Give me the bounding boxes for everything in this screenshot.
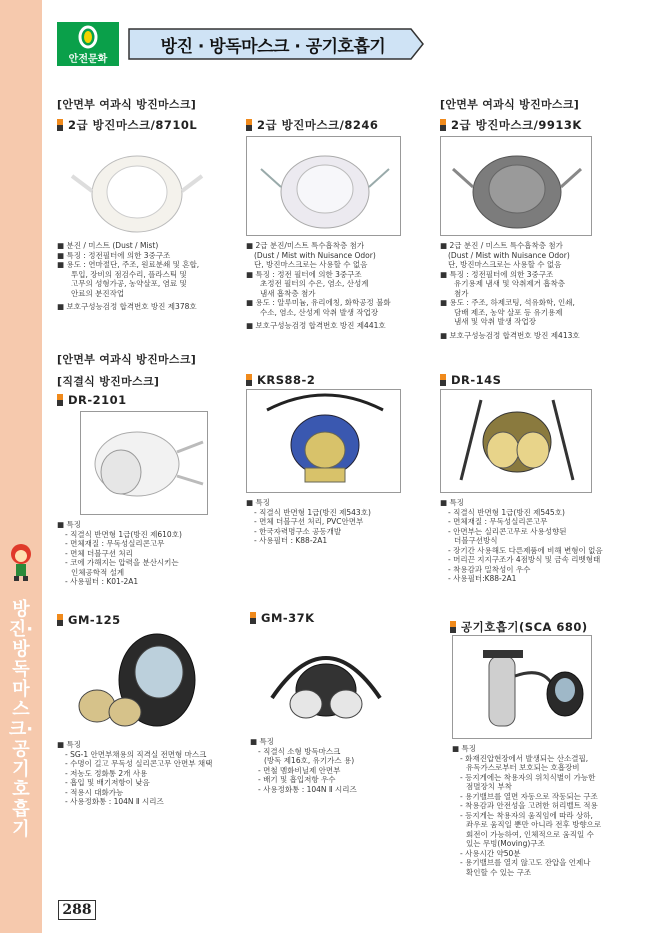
product-title-gm125: GM-125 (57, 613, 121, 627)
product-desc-dr2101: ■ 특징 - 직결식 반면형 1급(방진 제610호) - 면체재질 : 무독성실리콘고무 - 면체 더블구션 처리 - 코에 가해지는 압력을 분산시키는 인체공학적 설계 - 사용필터 : K01-2A1 (57, 520, 182, 586)
product-title-8710l: 2급 방진마스크/8710L (57, 117, 197, 133)
section-heading-second: [안면부 여과식 방진마스크] (57, 353, 197, 366)
side-category-label: 방진·방독마스크·공기호흡기 (8, 599, 34, 840)
product-image-8246 (246, 136, 401, 236)
product-title-gm37k: GM-37K (250, 611, 315, 625)
product-title-dr2101: DR-2101 (57, 393, 127, 407)
logo-text: 안전문화 (68, 54, 108, 65)
product-title-dr14s: DR-14S (440, 373, 501, 387)
product-title-8246: 2급 방진마스크/8246 (246, 117, 378, 133)
mascot-icon (6, 542, 36, 582)
product-image-8710l (57, 136, 207, 236)
product-image-gm125 (57, 630, 207, 734)
product-image-dr2101 (80, 411, 208, 515)
product-desc-gm37k: ■ 특징 - 직결식 소형 방독마스크 (방독 제16호, 유기가스 용) - 면철 멤화비닐제 안면부 - 배기 및 흡입저항 우수 - 사용정화통 : 104N Ⅱ 시리즈 (250, 737, 357, 794)
page-title-banner (125, 27, 425, 61)
product-desc-dr14s: ■ 특징 - 직결식 반면형 1급(방진 제545호) - 면체재질 : 무독성실리콘고무 - 안면부는 실리콘고무로 사용성향된 더블구션방식 - 장기간 사용해도 다른제품에 비해 변형이 없음 - 머리끈 지지구조가 4점방식 및 금속 리벳형태 - 착용감과 밀착성이 우수 - 사용필터:K88-2A1 (440, 498, 603, 583)
product-image-dr14s (440, 389, 592, 493)
product-image-sca680 (452, 635, 592, 739)
cross-ring-icon (78, 25, 98, 49)
product-title-sca680: 공기호흡기(SCA 680) (450, 619, 588, 635)
section-subheading-direct: [직결식 방진마스크] (57, 375, 160, 388)
section-heading-right: [안면부 여과식 방진마스크] (440, 98, 580, 111)
product-desc-sca680: ■ 특징 - 화재진압현장에서 발생되는 산소결핍, 유독가스로부터 보호되는 호흡장비 - 등지게에는 착용자의 위치식별이 가능한 점멸장치 부착 - 용기밸브를 열면 자동으로 작동되는 구조 - 착용감과 안전성을 고려한 허리벨트 적용 - 등지게는 착용자의 움직임에 따라 상하, 좌우로 움직일 뿐만 아니라 전후 방향으로 회전이 가능하여, 인체적으로 움직일 수 있는 무빙(Moving)구조 - 사용시간 약50분 - 용기밸브를 열지 않고도 잔압을 언제나 확인할 수 있는 구조 (452, 744, 602, 877)
product-desc-8246: ■ 2급 분진/미스트 특수흡착층 첨가 (Dust / Mist with Nuisance Odor) 단, 방진마스크로는 사용할 수 없음 ■ 특징 : 정전 필터에 의한 3중구조 초정전 필터의 수은, 염소, 산성계 냄새 흡착층 첨가 ■ 용도 : 알루미늄, 유리에칭, 화학공정 불화 수소, 염소, 산성계 악취 발생 작업장 ■ 보호구성능검정 합격번호 방진 제441호 (246, 241, 391, 330)
product-desc-9913k: ■ 2급 분진 / 미스트 특수흡착층 첨가 (Dust / Mist with Nuisance Odor) 단, 방진마스크로는 사용할 수 없음 ■ 특징 : 정전필터에 의한 3중구조 유기용제 냄새 및 악취제거 흡착층 첨가 ■ 용도 : 주조, 하제코팅, 석유화학, 인쇄, 담배 제조, 농약 살포 등 유기용제 냄새 및 악취 발생 작업장 ■ 보호구성능검정 합격번호 방진 제413호 (440, 241, 580, 340)
product-desc-8710l: ■ 분진 / 미스트 (Dust / Mist) ■ 특징 : 정전필터에 의한 3중구조 ■ 용도 : 연마절단, 주조, 원료분쇄 및 혼합, 투입, 장비의 점검수리, 플라스틱 및 고무의 성형가공, 농약살포, 염료 및 안료의 분진작업 ■ 보호구성능검정 합격번호 방진 제378호 (57, 241, 200, 311)
product-title-9913k: 2급 방진마스크/9913K (440, 117, 582, 133)
product-desc-gm125: ■ 특징 - SG-1 안면부채용의 직격실 전면형 마스크 - 수명이 길고 무독성 실리콘고무 안면부 채택 - 저농도 정화통 2개 사용 - 흡입 및 배기저항이 낮음 - 적용시 대화가능 - 사용정화통 : 104N Ⅱ 시리즈 (57, 740, 213, 806)
page-title: 방진 · 방독마스크 · 공기호흡기 (160, 37, 386, 57)
brand-logo (57, 22, 119, 66)
product-image-gm37k (252, 628, 400, 732)
section-heading-left: [안면부 여과식 방진마스크] (57, 98, 197, 111)
product-desc-krs882: ■ 특징 - 직결식 반면형 1급(방진 제543호) - 면체 더블구션 처리, PVC안면부 - 한국자력명구소 공동개발 - 사용필터 : K88-2A1 (246, 498, 371, 545)
product-image-krs882 (246, 389, 401, 493)
page-number: 288 (58, 900, 96, 920)
product-image-9913k (440, 136, 592, 236)
product-title-krs882: KRS88-2 (246, 373, 315, 387)
